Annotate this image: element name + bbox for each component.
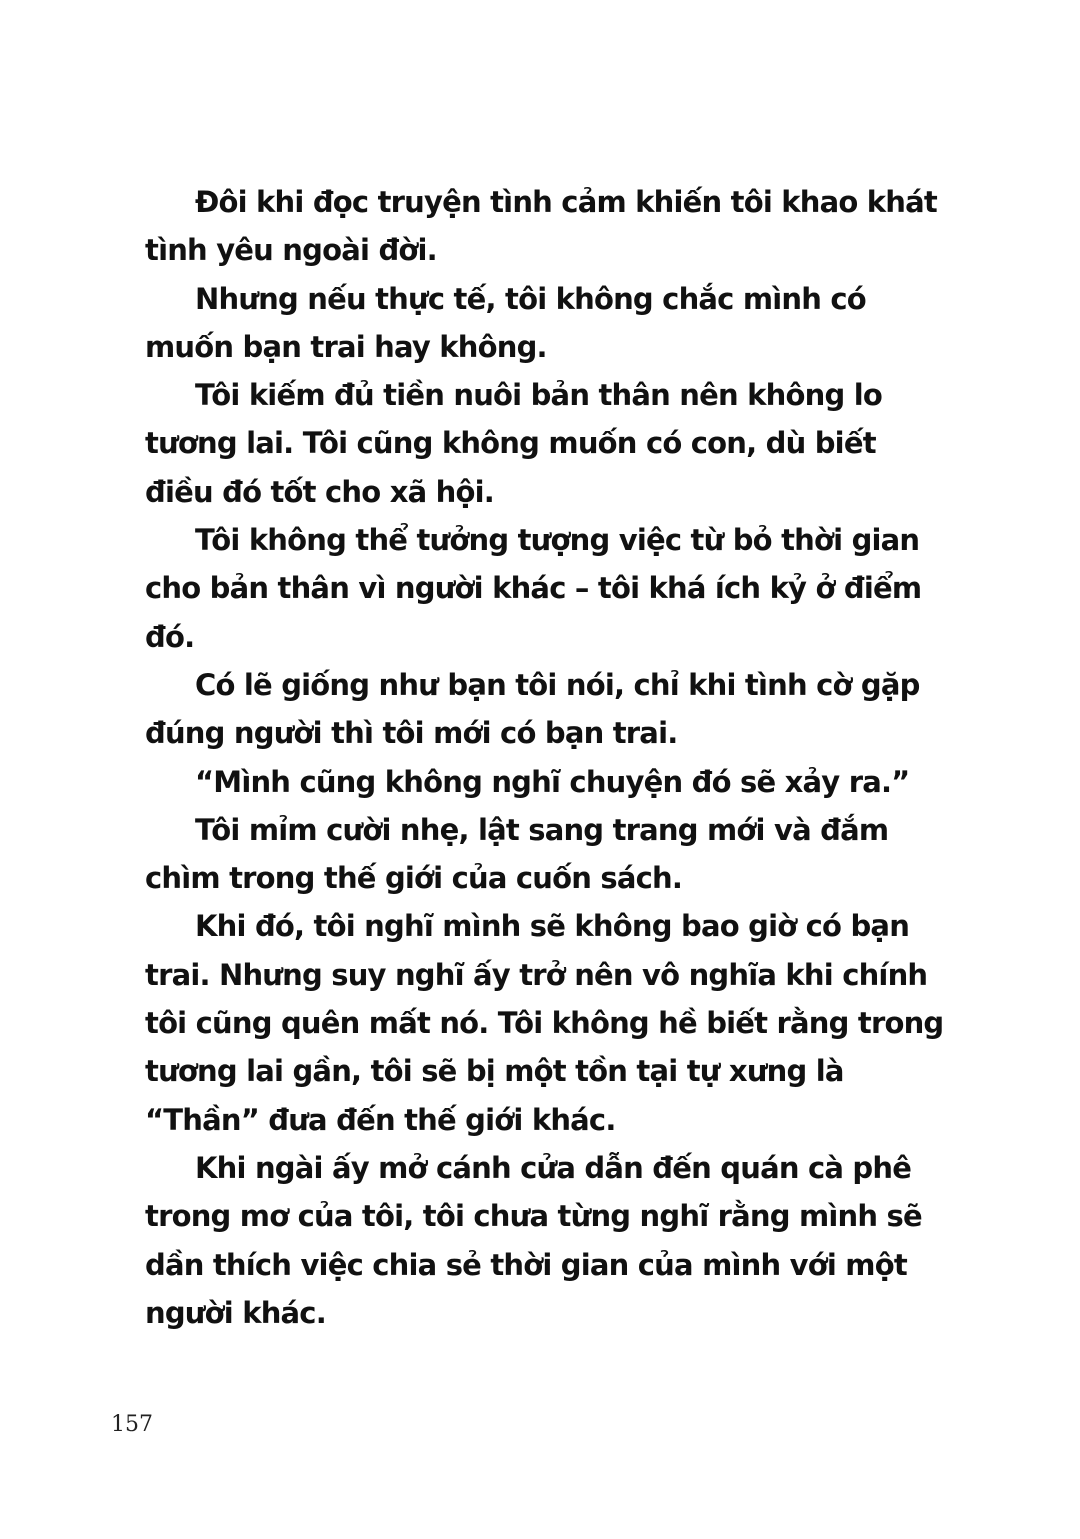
paragraph: Khi ngài ấy mở cánh cửa dẫn đến quán cà phê trong mơ của tôi, tôi chưa từng nghĩ rằng mình sẽ dần thích việc chia sẻ thời gian của mình với một người khác. [145, 1150, 922, 1330]
paragraph: Khi đó, tôi nghĩ mình sẽ không bao giờ có bạn trai. Nhưng suy nghĩ ấy trở nên vô nghĩa khi chính tôi cũng quên mất nó. Tôi không hề biết rằng trong tương lai gần, tôi sẽ bị một tồn tại tự xưng là “Thần” đưa đến thế giới khác. [145, 909, 944, 1137]
paragraph: Tôi kiếm đủ tiền nuôi bản thân nên không lo tương lai. Tôi cũng không muốn có con, dù biết điều đó tốt cho xã hội. [145, 378, 882, 509]
paragraph: Đôi khi đọc truyện tình cảm khiến tôi khao khát tình yêu ngoài đời. [145, 185, 937, 268]
body-text [145, 178, 945, 1337]
paragraph: Tôi không thể tưởng tượng việc từ bỏ thời gian cho bản thân vì người khác – tôi khá ích kỷ ở điểm đó. [145, 523, 922, 654]
page-number: 157 [111, 1412, 153, 1437]
paragraph: “Mình cũng không nghĩ chuyện đó sẽ xảy ra.” [195, 764, 910, 799]
paragraph: Nhưng nếu thực tế, tôi không chắc mình có muốn bạn trai hay không. [145, 281, 866, 364]
paragraph: Tôi mỉm cười nhẹ, lật sang trang mới và đắm chìm trong thế giới của cuốn sách. [145, 812, 889, 896]
paragraph: Có lẽ giống như bạn tôi nói, chỉ khi tình cờ gặp đúng người thì tôi mới có bạn trai. [145, 667, 920, 751]
